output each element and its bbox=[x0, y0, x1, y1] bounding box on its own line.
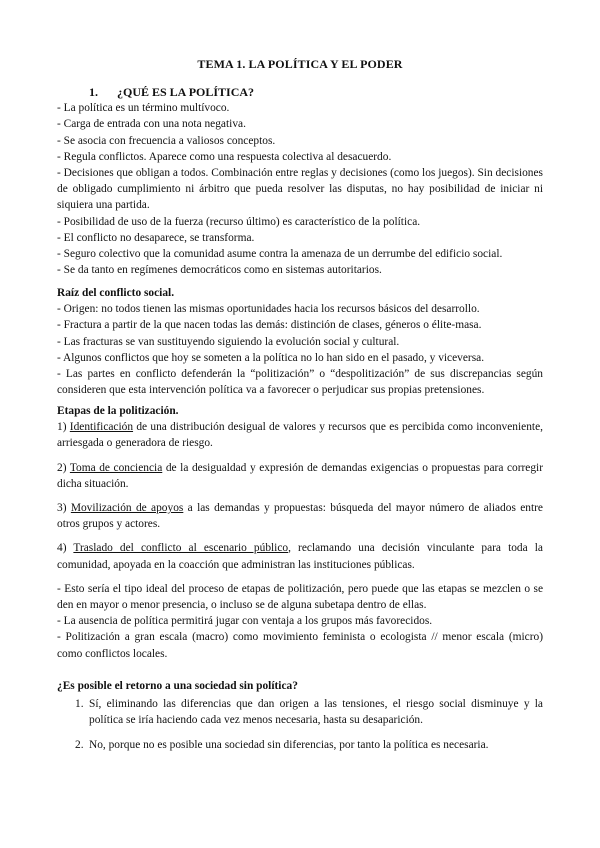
stage-number: 4) bbox=[57, 542, 67, 555]
stage-paragraph bbox=[57, 460, 543, 492]
section1-item: - Decisiones que obligan a todos. Combinación entre reglas y decisiones (como los juegos). Sin decisiones de obligado cumplimiento ni árbitro que pueda resolver las disputas, no hay posibilidad de iniciar ni siquiera una partida. bbox=[57, 167, 543, 212]
section1-heading bbox=[57, 84, 543, 100]
section1-item: - Se da tanto en regímenes democráticos como en sistemas autoritarios. bbox=[57, 264, 382, 277]
section2-heading: Raíz del conflicto social. bbox=[57, 287, 175, 299]
answer-text: No, porque no es posible una sociedad sin diferencias, por tanto la política es necesaria. bbox=[89, 738, 489, 751]
stage-paragraph bbox=[57, 540, 543, 572]
section1-item: - Seguro colectivo que la comunidad asume contra la amenaza de un derrumbe del edificio social. bbox=[57, 248, 503, 261]
document-title: TEMA 1. LA POLÍTICA Y EL PODER bbox=[197, 57, 403, 71]
answer-text: Sí, eliminando las diferencias que dan origen a las tensiones, el riesgo social disminuye y la política se iría haciendo cada vez menos necesaria, hasta su desaparición. bbox=[89, 698, 543, 727]
section1-item: - La política es un término multívoco. bbox=[57, 102, 230, 115]
stage-description: a las demandas y propuestas: búsqueda del mayor número de aliados entre otros grupos y actores. bbox=[57, 502, 543, 531]
section3-heading: Etapas de la politización. bbox=[57, 405, 179, 417]
section1-item: - El conflicto no desaparece, se transforma. bbox=[57, 231, 255, 244]
stage-description: de la desigualdad y expresión de demandas exigencias o propuestas para corregir dicha situación. bbox=[57, 461, 543, 490]
stage-number: 3) bbox=[57, 502, 67, 515]
section2-item: - Las partes en conflicto defenderán la “politización” o “despolitización” de sus discrepancias según consideren que esta intervención política va a favorecer o perjudicar sus propias pretensiones. bbox=[57, 368, 543, 397]
answer-item bbox=[57, 696, 543, 728]
section3-note: - Politización a gran escala (macro) como movimiento feminista o ecologista // menor escala (micro) como conflictos locales. bbox=[57, 631, 543, 660]
stage-paragraph bbox=[57, 500, 543, 532]
section1-item: - Se asocia con frecuencia a valiosos conceptos. bbox=[57, 134, 276, 147]
section2-item: - Fractura a partir de la que nacen todas las demás: distinción de clases, géneros o élite-masa. bbox=[57, 319, 482, 332]
stage-number: 1) bbox=[57, 421, 67, 434]
section1-title: ¿QUÉ ES LA POLÍTICA? bbox=[117, 85, 255, 99]
stage-term: Movilización de apoyos bbox=[70, 502, 184, 515]
stage-description: , reclamando una decisión vinculante para toda la comunidad, apoyada en la coacción que administran las instituciones públicas. bbox=[57, 542, 543, 571]
section2-item: - Las fracturas se van sustituyendo siguiendo la evolución social y cultural. bbox=[57, 335, 400, 348]
stage-paragraph bbox=[57, 419, 543, 451]
section-sociedad-sin-politica bbox=[57, 678, 543, 753]
section4-heading: ¿Es posible el retorno a una sociedad sin política? bbox=[57, 680, 298, 692]
section-etapas-politizacion bbox=[57, 403, 543, 662]
stage-number: 2) bbox=[57, 461, 67, 474]
stage-term: Identificación bbox=[69, 421, 134, 434]
answer-item bbox=[57, 737, 543, 753]
section2-item: - Origen: no todos tienen las mismas oportunidades hacia los recursos básicos del desarrollo. bbox=[57, 303, 480, 316]
stage-term: Traslado del conflicto al escenario público bbox=[73, 542, 289, 555]
answer-number: 1. bbox=[75, 698, 84, 711]
stage-description: de una distribución desigual de valores y recursos que es percibida como inconveniente, arriesgada o generadora de riesgo. bbox=[57, 421, 543, 450]
section3-note: - Esto sería el tipo ideal del proceso de etapas de politización, pero puede que las etapas se mezclen o se den en mayor o menor presencia, o incluso se de alguna subetapa dentro de ellas. bbox=[57, 582, 543, 612]
answer-number: 2. bbox=[75, 738, 84, 751]
section-que-es-la-politica bbox=[57, 84, 543, 278]
section3-note: - La ausencia de política permitirá jugar con ventaja a los grupos más favorecidos. bbox=[57, 615, 433, 628]
section1-number: 1. bbox=[89, 85, 98, 99]
section1-item: - Posibilidad de uso de la fuerza (recurso último) es característico de la política. bbox=[57, 215, 421, 228]
section-raiz-conflicto bbox=[57, 285, 543, 398]
section2-item: - Algunos conflictos que hoy se someten a la política no lo han sido en el pasado, y viceversa. bbox=[57, 351, 485, 364]
stage-term: Toma de conciencia bbox=[69, 461, 163, 474]
section1-item: - Regula conflictos. Aparece como una respuesta colectiva al desacuerdo. bbox=[57, 150, 392, 163]
section1-item: - Carga de entrada con una nota negativa. bbox=[57, 118, 246, 131]
